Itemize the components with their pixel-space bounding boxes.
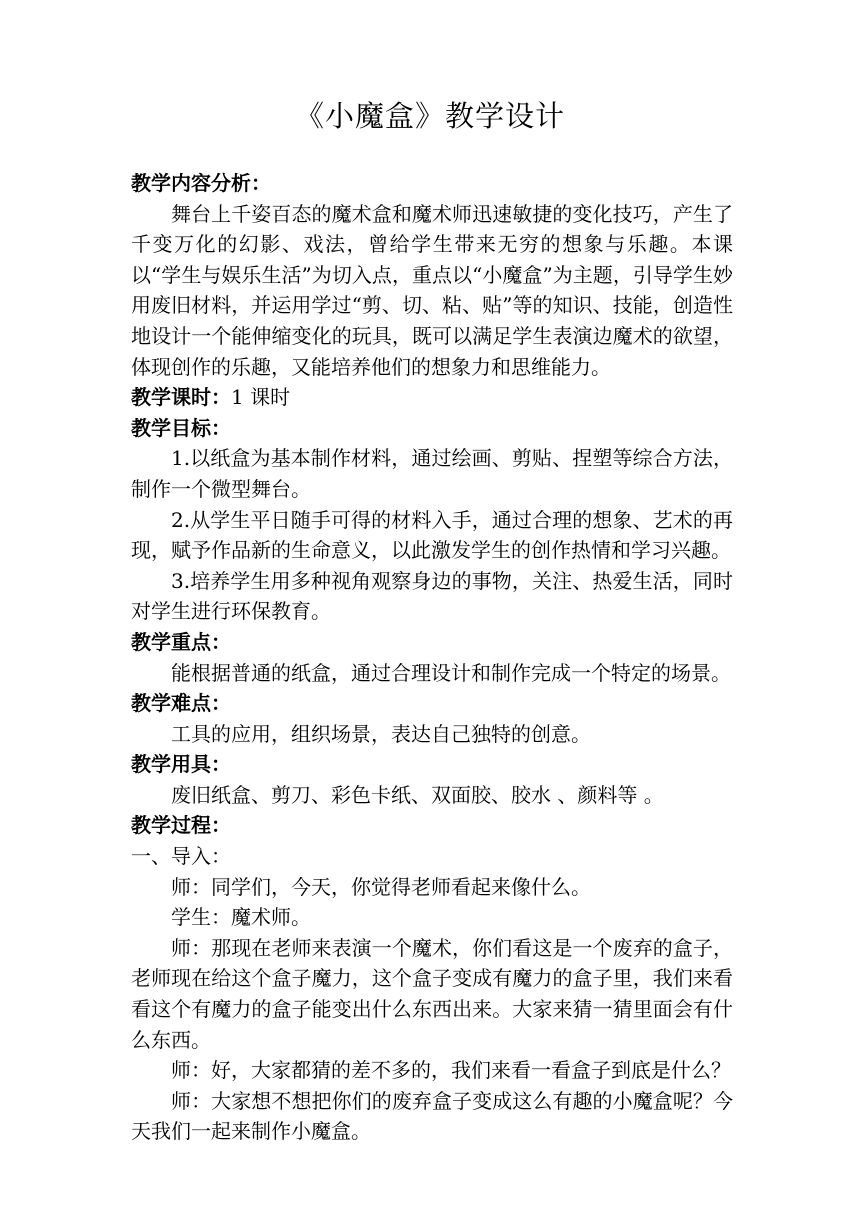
document-body: [131, 168, 733, 1147]
lesson-time-value: 1 课时: [231, 385, 291, 410]
objective-item-1: 1.以纸盒为基本制作材料，通过绘画、剪贴、捏塑等综合方法，制作一个微型舞台。: [131, 446, 733, 501]
difficulty-paragraph: 工具的应用，组织场景，表达自己独特的创意。: [171, 721, 591, 746]
difficulty-heading: 教学难点：: [131, 691, 231, 716]
dialogue-line-1: 师：同学们，今天，你觉得老师看起来像什么。: [171, 874, 591, 899]
analysis-paragraph: 舞台上千姿百态的魔术盒和魔术师迅速敏捷的变化技巧，产生了千变万化的幻影、戏法，曾给学生带来无穷的想象与乐趣。本课以“学生与娱乐生活”为切入点，重点以“小魔盒”为主题，引导学生妙用废旧材料，并运用学过“剪、切、粘、贴”等的知识、技能，创造性地设计一个能伸缩变化的玩具，既可以满足学生表演边魔术的欲望，体现创作的乐趣，又能培养他们的想象力和思维能力。: [131, 201, 733, 379]
objective-item-2: 2.从学生平日随手可得的材料入手，通过合理的想象、艺术的再现，赋予作品新的生命意义，以此激发学生的创作热情和学习兴趣。: [131, 507, 733, 563]
key-point-paragraph: 能根据普通的纸盒，通过合理设计和制作完成一个特定的场景。: [171, 660, 731, 685]
objective-item-3: 3.培养学生用多种视角观察身边的事物，关注、热爱生活，同时对学生进行环保教育。: [131, 568, 733, 624]
lesson-time-label: 教学课时：: [131, 385, 231, 410]
dialogue-line-4: 师：好，大家都猜的差不多的，我们来看一看盒子到底是什么？: [171, 1058, 731, 1083]
dialogue-line-2: 学生：魔术师。: [171, 905, 311, 930]
tools-heading: 教学用具：: [131, 752, 231, 777]
objectives-heading: 教学目标：: [131, 415, 231, 440]
analysis-heading: 教学内容分析：: [131, 171, 271, 195]
tools-paragraph: 废旧纸盒、剪刀、彩色卡纸、双面胶、胶水 、颜料等 。: [171, 782, 664, 807]
dialogue-line-3: 师：那现在老师来表演一个魔术，你们看这是一个废弃的盒子，老师现在给这个盒子魔力，这个盒子变成有魔力的盒子里，我们来看看这个有魔力的盒子能变出什么东西出来。大家来猜一猜里面会有什么东西。: [131, 935, 733, 1052]
lesson-time-line: [131, 382, 733, 413]
dialogue-line-5: 师：大家想不想把你们的废弃盒子变成这么有趣的小魔盒呢？今天我们一起来制作小魔盒。: [131, 1088, 733, 1144]
document-title: 《小魔盒》教学设计: [294, 99, 565, 133]
process-section-intro: 一、导入：: [131, 844, 231, 869]
key-point-heading: 教学重点：: [131, 629, 231, 654]
process-heading: 教学过程：: [131, 813, 231, 838]
